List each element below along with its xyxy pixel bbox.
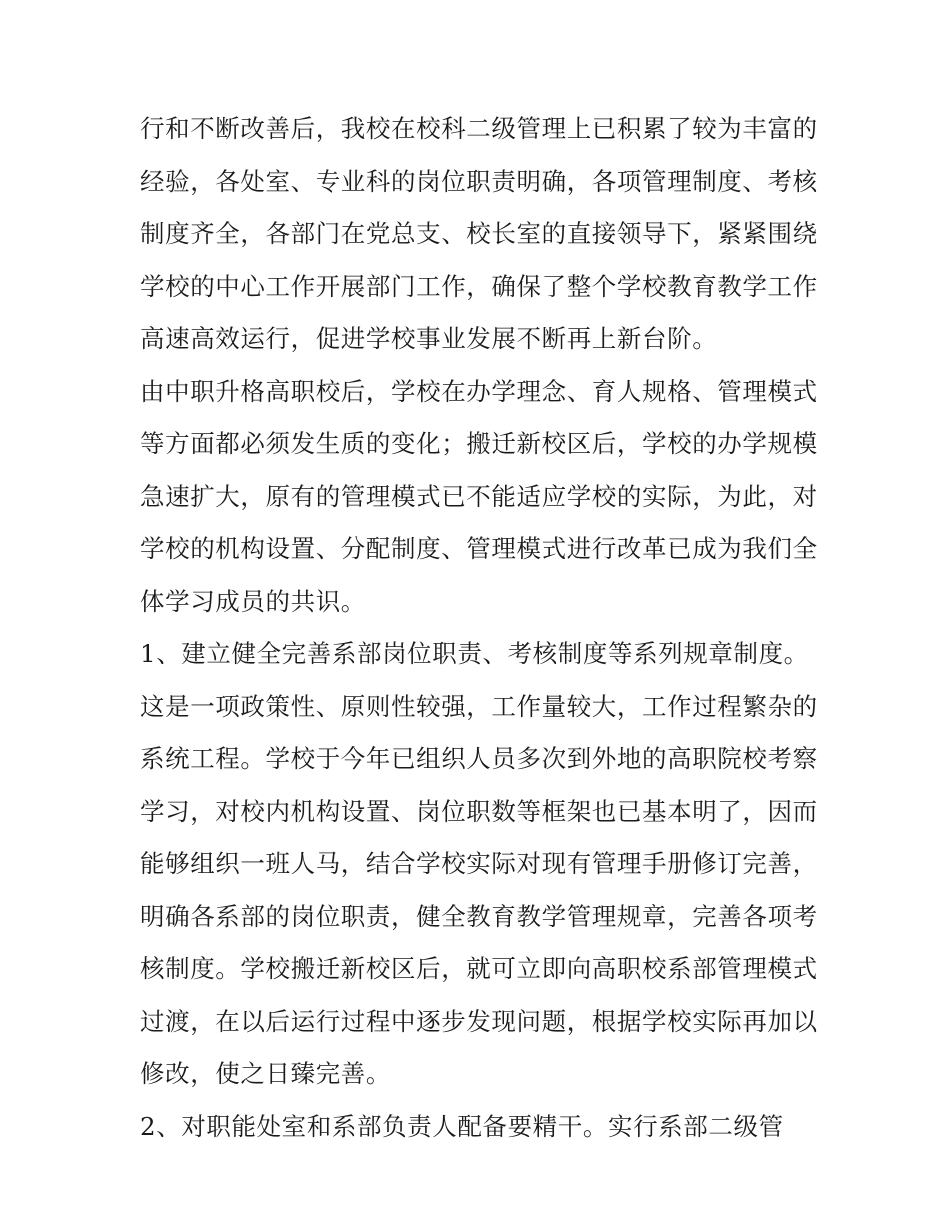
text-line: 学校的中心工作开展部门工作，确保了整个学校教育教学工作 xyxy=(140,271,818,301)
text-line: 急速扩大，原有的管理模式已不能适应学校的实际，为此，对 xyxy=(140,481,818,511)
text-line: 明确各系部的岗位职责，健全教育教学管理规章，完善各项考 xyxy=(140,901,818,931)
text-line: 制度齐全，各部门在党总支、校长室的直接领导下，紧紧围绕 xyxy=(140,219,818,248)
text-line: 学校的机构设置、分配制度、管理模式进行改革已成为我们全 xyxy=(140,534,818,563)
text-line: 等方面都必须发生质的变化；搬迁新校区后，学校的办学规模 xyxy=(140,429,818,458)
text-line: 体学习成员的共识。 xyxy=(140,586,366,616)
text-line: 1、建立健全完善系部岗位职责、考核制度等系列规章制度。 xyxy=(140,639,809,668)
text-line: 经验，各处室、专业科的岗位职责明确，各项管理制度、考核 xyxy=(140,166,818,196)
text-line: 修改，使之日臻完善。 xyxy=(140,1059,391,1088)
text-line: 能够组织一班人马，结合学校实际对现有管理手册修订完善， xyxy=(140,849,818,878)
text-line: 学习，对校内机构设置、岗位职数等框架也已基本明了，因而 xyxy=(140,796,818,826)
text-line: 核制度。学校搬迁新校区后，就可立即向高职校系部管理模式 xyxy=(140,954,818,983)
text-line: 这是一项政策性、原则性较强，工作量较大，工作过程繁杂的 xyxy=(140,691,818,721)
text-line: 由中职升格高职校后，学校在办学理念、育人规格、管理模式 xyxy=(140,376,818,406)
text-line: 行和不断改善后，我校在校科二级管理上已积累了较为丰富的 xyxy=(140,114,818,143)
document-page xyxy=(140,103,830,1153)
text-line: 过渡，在以后运行过程中逐步发现问题，根据学校实际再加以 xyxy=(140,1006,818,1036)
text-line: 2、对职能处室和系部负责人配备要精干。实行系部二级管 xyxy=(140,1111,784,1141)
text-line: 高速高效运行，促进学校事业发展不断再上新台阶。 xyxy=(140,324,718,353)
text-line: 系统工程。学校于今年已组织人员多次到外地的高职院校考察 xyxy=(140,744,818,773)
